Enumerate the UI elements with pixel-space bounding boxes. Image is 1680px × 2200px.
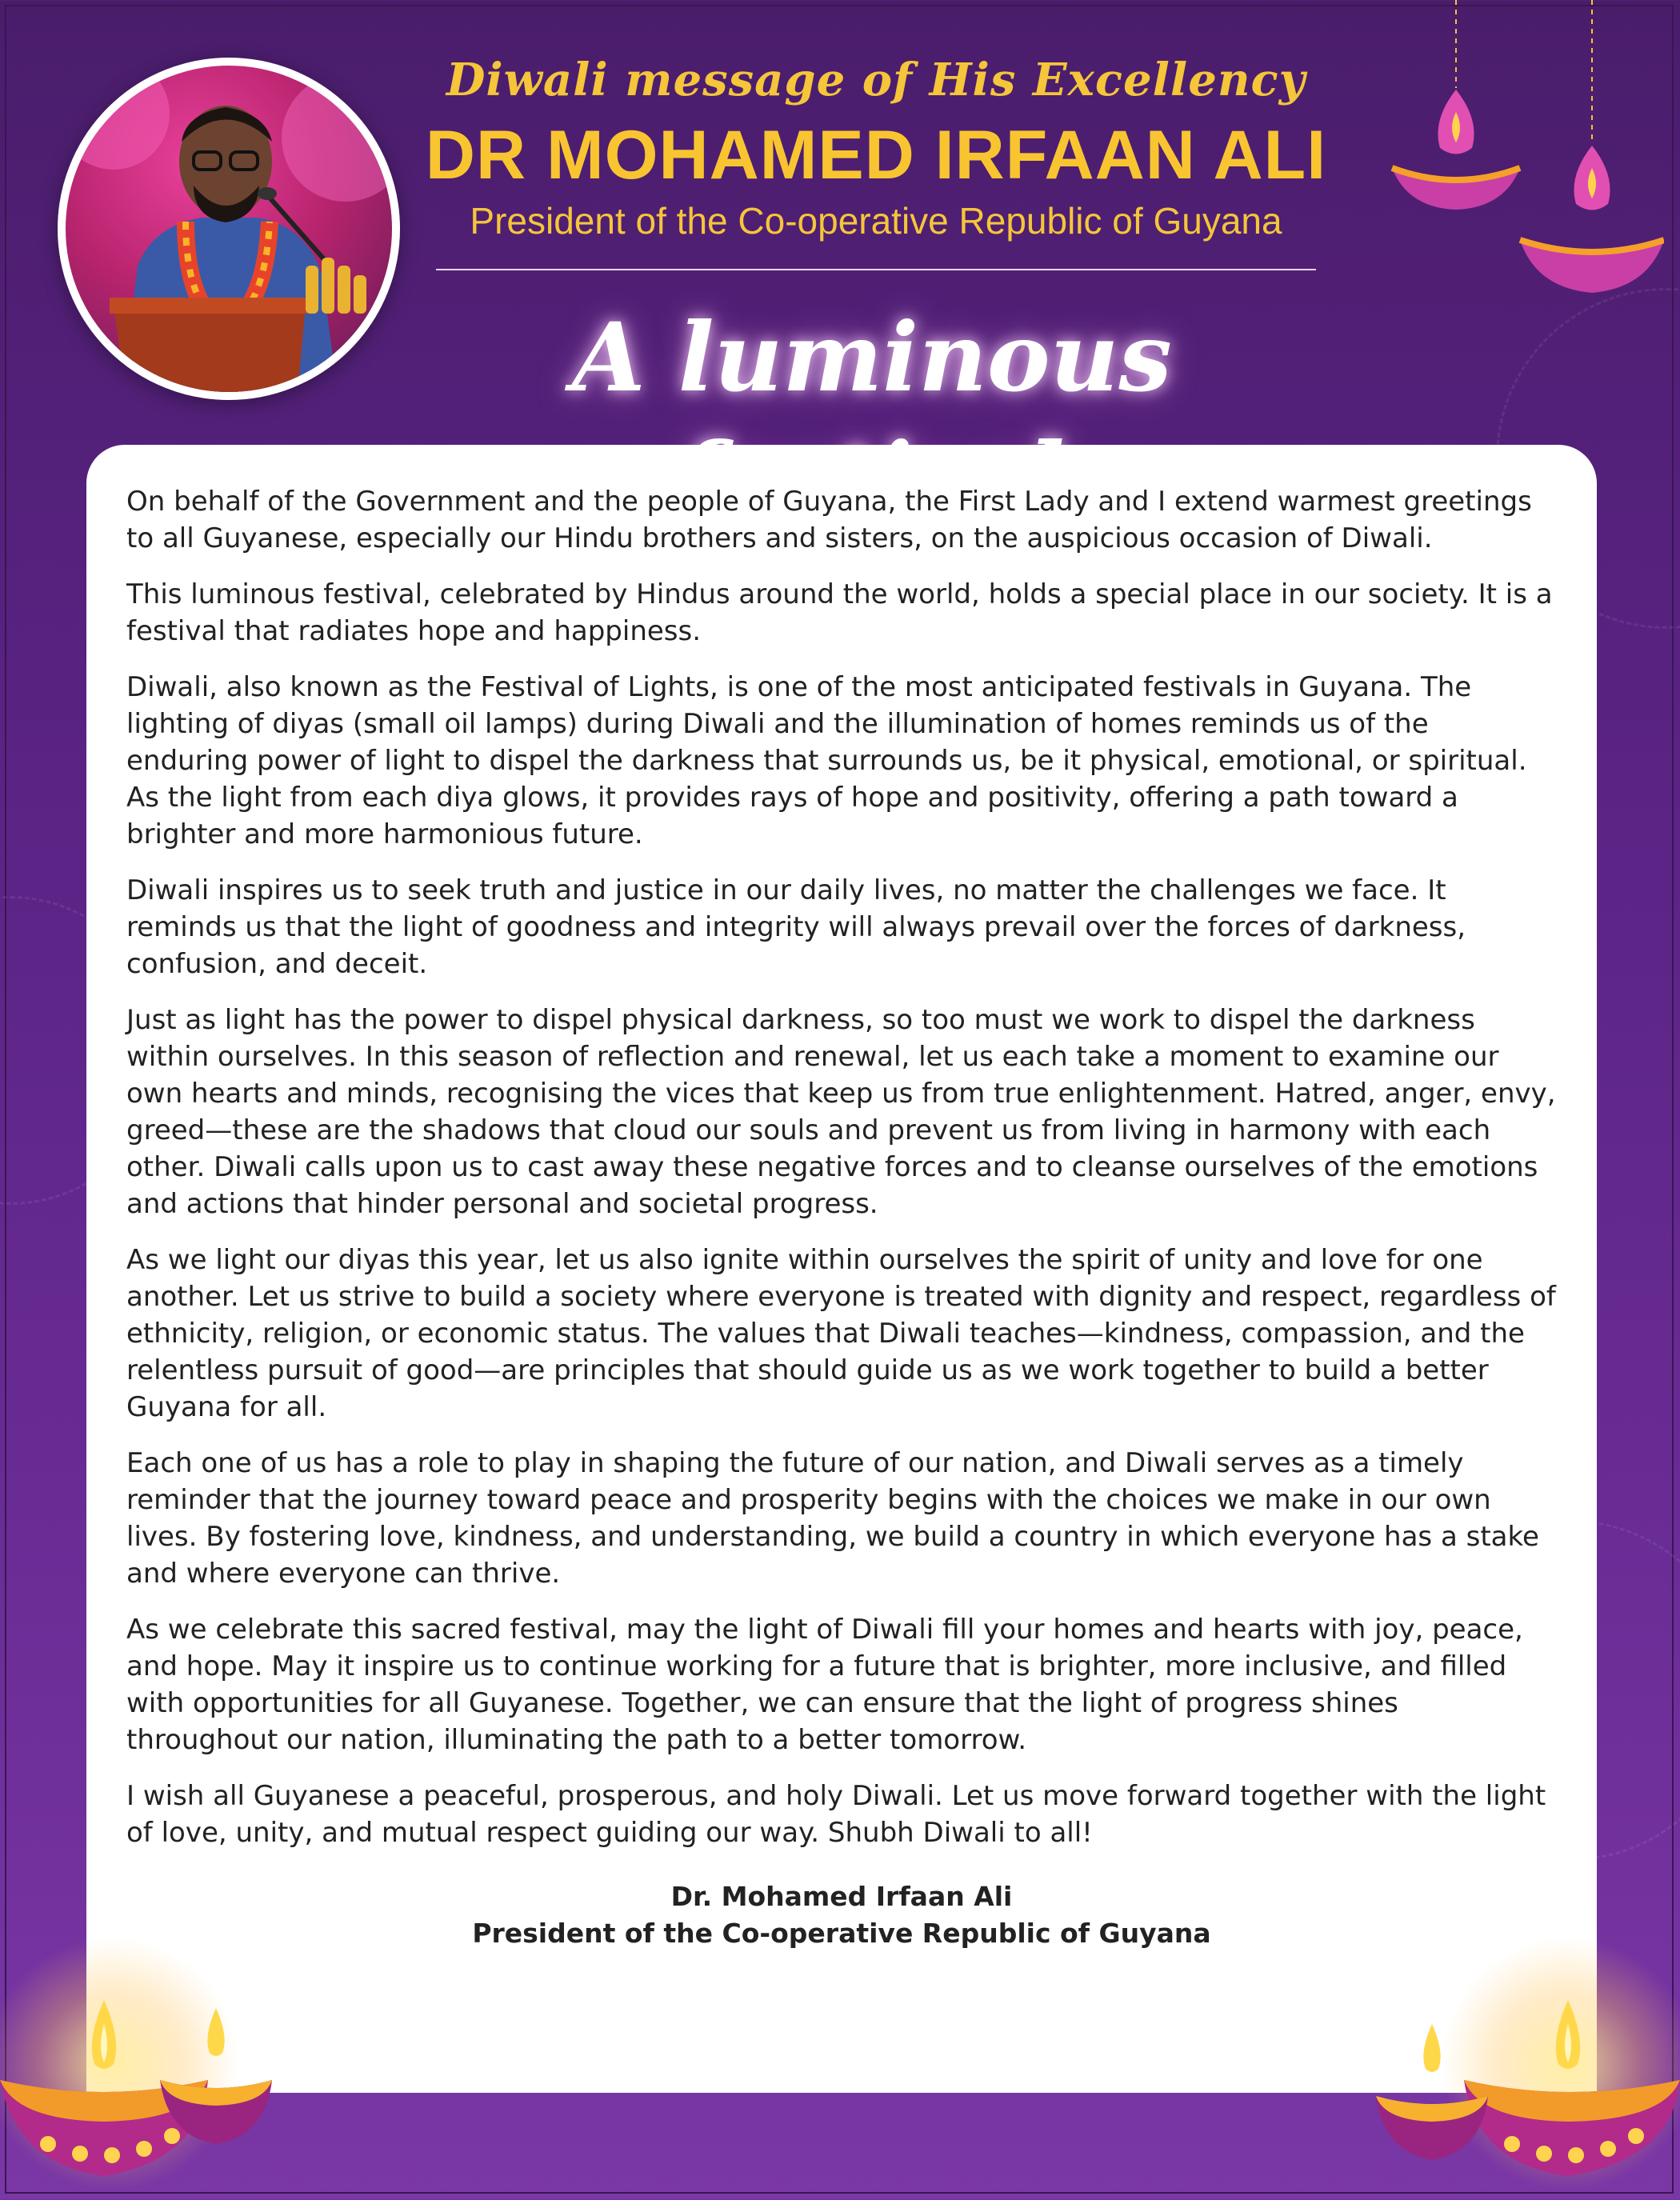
message-paragraph-3: Diwali, also known as the Festival of Lights, is one of the most anticipated festivals in Guyana. The lighting of diyas (small oil lamps) during Diwali and the illumination of homes reminds us of the enduring power of light to dispel the darkness that surrounds us, be it physical, emotional, or spiritual. As the light from each diya glows, it provides rays of hope and positivity, offering a path toward a brighter and more harmonious future. xyxy=(126,671,1527,850)
signature-block xyxy=(126,1878,1557,1952)
president-name: DR MOHAMED IRFAAN ALI xyxy=(425,117,1327,194)
signature-title: President of the Co-operative Republic of Guyana xyxy=(472,1918,1211,1949)
message-paragraph-2: This luminous festival, celebrated by Hindus around the world, holds a special place in our society. It is a festival that radiates hope and happiness. xyxy=(126,578,1553,647)
header-intro: Diwali message of His Excellency xyxy=(446,54,1306,106)
hanging-diya-left-icon xyxy=(1392,90,1520,210)
message-card xyxy=(86,445,1597,2093)
message-paragraph-9: I wish all Guyanese a peaceful, prosperous, and holy Diwali. Let us move forward together with the light of love, unity, and mutual respect guiding our way. Shubh Diwali to all! xyxy=(126,1780,1546,1849)
page-title: A luminous xyxy=(572,302,1172,413)
header-divider xyxy=(436,269,1316,270)
header xyxy=(416,48,1336,270)
speaker-illustration xyxy=(66,66,392,392)
president-role: President of the Co-operative Republic of Guyana xyxy=(470,200,1282,242)
message-paragraph-6: As we light our diyas this year, let us also ignite within ourselves the spirit of unity and love for one another. Let us strive to build a society where everyone is treated with dignity and respect, regardless of ethnicity, religion, or economic status. The values that Diwali teaches—kindness, compassion, and the relentless pursuit of good—are principles that should guide us as we work together to build a better Guyana for all. xyxy=(126,1244,1556,1423)
diya-bottom-left-icon xyxy=(0,1984,304,2194)
signature-name: Dr. Mohamed Irfaan Ali xyxy=(670,1881,1013,1912)
message-paragraph-5: Just as light has the power to dispel physical darkness, so too must we work to dispel the darkness within ourselves. In this season of reflection and renewal, let us each take a moment to examine our own hearts and minds, recognising the vices that keep us from true enlightenment. Hatred, anger, envy, greed—these are the shadows that cloud our souls and prevent us from living in harmony with each other. Diwali calls upon us to cast away these negative forces and to cleanse ourselves of the emotions and actions that hinder personal and societal progress. xyxy=(126,1004,1556,1220)
message-paragraph-4: Diwali inspires us to seek truth and justice in our daily lives, no matter the challenges we face. It reminds us that the light of goodness and integrity will always prevail over the forces of darkness, confusion, and deceit. xyxy=(126,874,1466,980)
diya-bottom-right-icon xyxy=(1368,1984,1680,2194)
president-photo xyxy=(58,58,400,400)
hanging-diya-right-icon xyxy=(1520,146,1664,293)
message-paragraph-7: Each one of us has a role to play in shaping the future of our nation, and Diwali serves as a timely reminder that the journey toward peace and prosperity begins with the choices we make in our own lives. By fostering love, kindness, and understanding, we build a country in which everyone has a stake and where everyone can thrive. xyxy=(126,1447,1539,1590)
message-paragraph-8: As we celebrate this sacred festival, may the light of Diwali fill your homes and hearts with joy, peace, and hope. May it inspire us to continue working for a future that is brighter, more inclusive, and filled with opportunities for all Guyanese. Together, we can ensure that the light of progress shines throughout our nation, illuminating the path to a better tomorrow. xyxy=(126,1614,1523,1756)
hanging-diyas xyxy=(1376,0,1664,320)
message-paragraph-1: On behalf of the Government and the people of Guyana, the First Lady and I extend warmest greetings to all Guyanese, especially our Hindu brothers and sisters, on the auspicious occasion of Diwali. xyxy=(126,486,1532,554)
